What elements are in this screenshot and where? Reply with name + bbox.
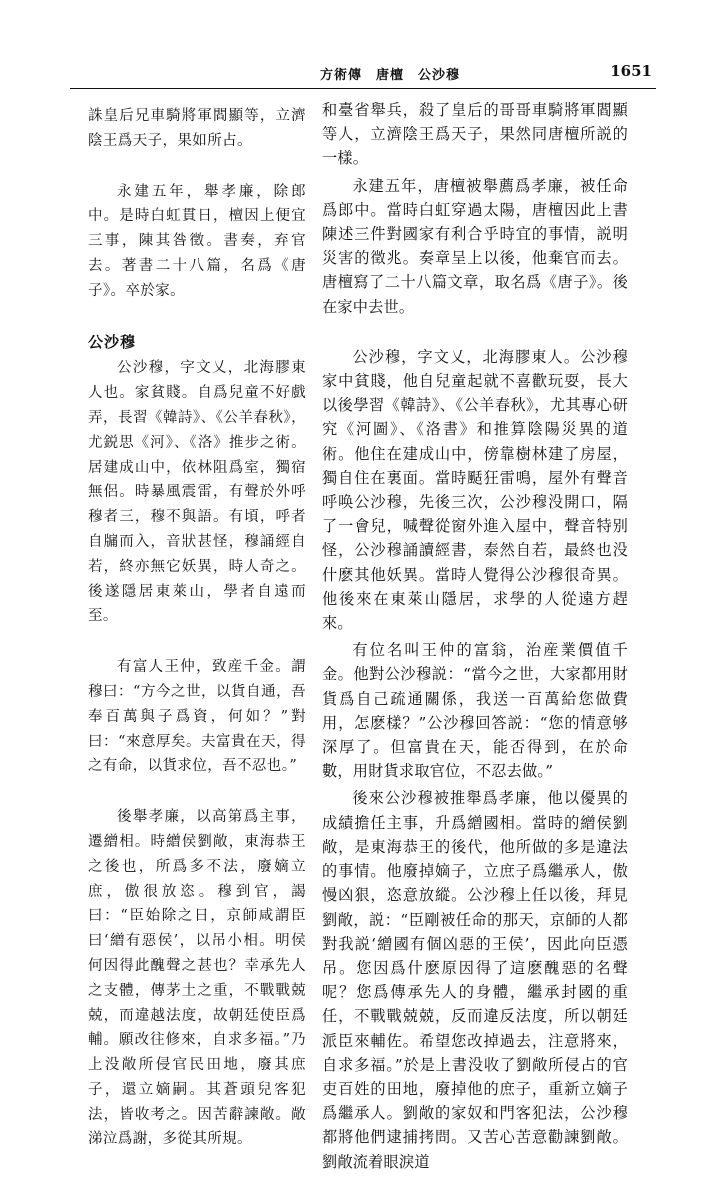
classical-paragraph-5: 後舉孝廉，以高第爲主事，遷繒相。時繒侯劉敞，東海恭王之後也，所爲多不法，廢嫡立庶，傲很放恣。穆到官，謁曰：“臣始除之日，京師咸謂臣曰‘繒有惡侯’，以吊小相。明侯何因得此醜聲之甚也？幸承先人之支體，傳茅土之重，不戰戰兢兢，而違越法度，故朝廷使臣爲輔。願改往修來，自求多福。”乃上没敞所侵官民田地，廢其庶子，還立嫡嗣。其蒼頭兒客犯法，皆收考之。因苦辭諫敞。敞涕泣爲謝，多從其所規。 [88, 809, 306, 1148]
translation-column [322, 98, 628, 1200]
running-header-title: 方術傳 唐檀 公沙穆 [320, 68, 461, 83]
translation-paragraph-2: 永建五年，唐檀被舉薦爲孝廉，被任命爲郎中。當時白虹穿過太陽，唐檀因此上書陳述三件對國家有利合乎時宜的事情，説明災害的徵兆。奏章呈上以後，他棄官而去。唐檀寫了二十八篇文章，取名爲《唐子》。後在家中去世。 [322, 176, 628, 316]
page-number: 1651 [610, 62, 652, 80]
page-header [70, 62, 656, 86]
classical-paragraph-2: 永建五年，舉孝廉，除郎中。是時白虹貫日，檀因上便宜三事，陳其咎徵。書奏，弃官去。著書二十八篇，名爲《唐子》。卒於家。 [88, 183, 306, 299]
section-title: 公沙穆 [88, 332, 137, 351]
header-rule [70, 88, 656, 89]
classical-paragraph-4: 有富人王仲，致産千金。謂穆曰：“方今之世，以貨自通，吾奉百萬與子爲資，何如？”對曰：“來意厚矣。夫富貴在天，得之有命，以貨求位，吾不忍也。” [88, 659, 306, 775]
classical-paragraph-1: 誅皇后兄車騎將軍閻顯等，立濟陰王爲天子，果如所占。 [88, 108, 306, 149]
translation-paragraph-4: 有位名叫王仲的富翁，治産業價值千金。他對公沙穆説：“當今之世，大家都用財貨爲自己疏通關係，我送一百萬給您做費用，怎麽樣？”公沙穆回答説：“您的情意够深厚了。但富貴在天，能否得到，在於命數，用財貨求取官位，不忍去做。” [322, 641, 628, 781]
translation-paragraph-5: 後來公沙穆被推舉爲孝廉，他以優異的成績擔任主事，升爲繒國相。當時的繒侯劉敞，是東海恭王的後代，他所做的多是違法的事情。他廢掉嫡子，立庶子爲繼承人，傲慢凶狠，恣意放縱。公沙穆上任以後，拜見劉敞，説：“臣剛被任命的那天，京師的人都對我説‘繒國有個凶惡的王侯’，因此向臣憑吊。您因爲什麽原因得了這麽醜惡的名聲呢？您爲傳承先人的身體，繼承封國的重任，不戰戰兢兢，反而違反法度，所以朝廷派臣來輔佐。希望您改掉過去，注意將來，自求多福。”於是上書没收了劉敞所侵占的官吏百姓的田地，廢掉他的庶子，重新立嫡子爲繼承人。劉敞的家奴和門客犯法，公沙穆都將他們逮捕拷問。又苦心苦意勸諫劉敞。劉敞流着眼淚道 [322, 789, 628, 1171]
classical-text-column [88, 104, 306, 1178]
translation-paragraph-3: 公沙穆，字文乂，北海膠東人。公沙穆家中貧賤，他自兒童起就不喜歡玩耍，長大以後學習《韓詩》、《公羊春秋》，尤其專心研究《河圖》、《洛書》和推算陰陽災異的道術。他住在建成山中，傍靠樹林建了房屋，獨自住在裏面。當時颳狂雷鳴，屋外有聲音呼唤公沙穆，先後三次，公沙穆没開口，隔了一會兒，喊聲從窗外進入屋中，聲音特别怪，公沙穆誦讀經書，泰然自若，最終也没什麽其他妖異。當時人覺得公沙穆很奇異。他後來在東萊山隱居，求學的人從遠方趕來。 [322, 347, 628, 633]
translation-paragraph-1: 和臺省舉兵，殺了皇后的哥哥車騎將軍閻顯等人，立濟陰王爲天子，果然同唐檀所説的一樣。 [322, 101, 628, 168]
classical-paragraph-3: 公沙穆，字文乂，北海膠東人也。家貧賤。自爲兒童不好戲弄，長習《韓詩》、《公羊春秋》，尤鋭思《河》、《洛》推步之術。居建成山中，依林阻爲室，獨宿無侶。時暴風震雷，有聲於外呼穆者三，穆不與語。有頃，呼者自牖而入，音狀甚怪，穆誦經自若，終亦無它妖異，時人奇之。後遂隱居東萊山，學者自遠而至。 [88, 360, 306, 625]
